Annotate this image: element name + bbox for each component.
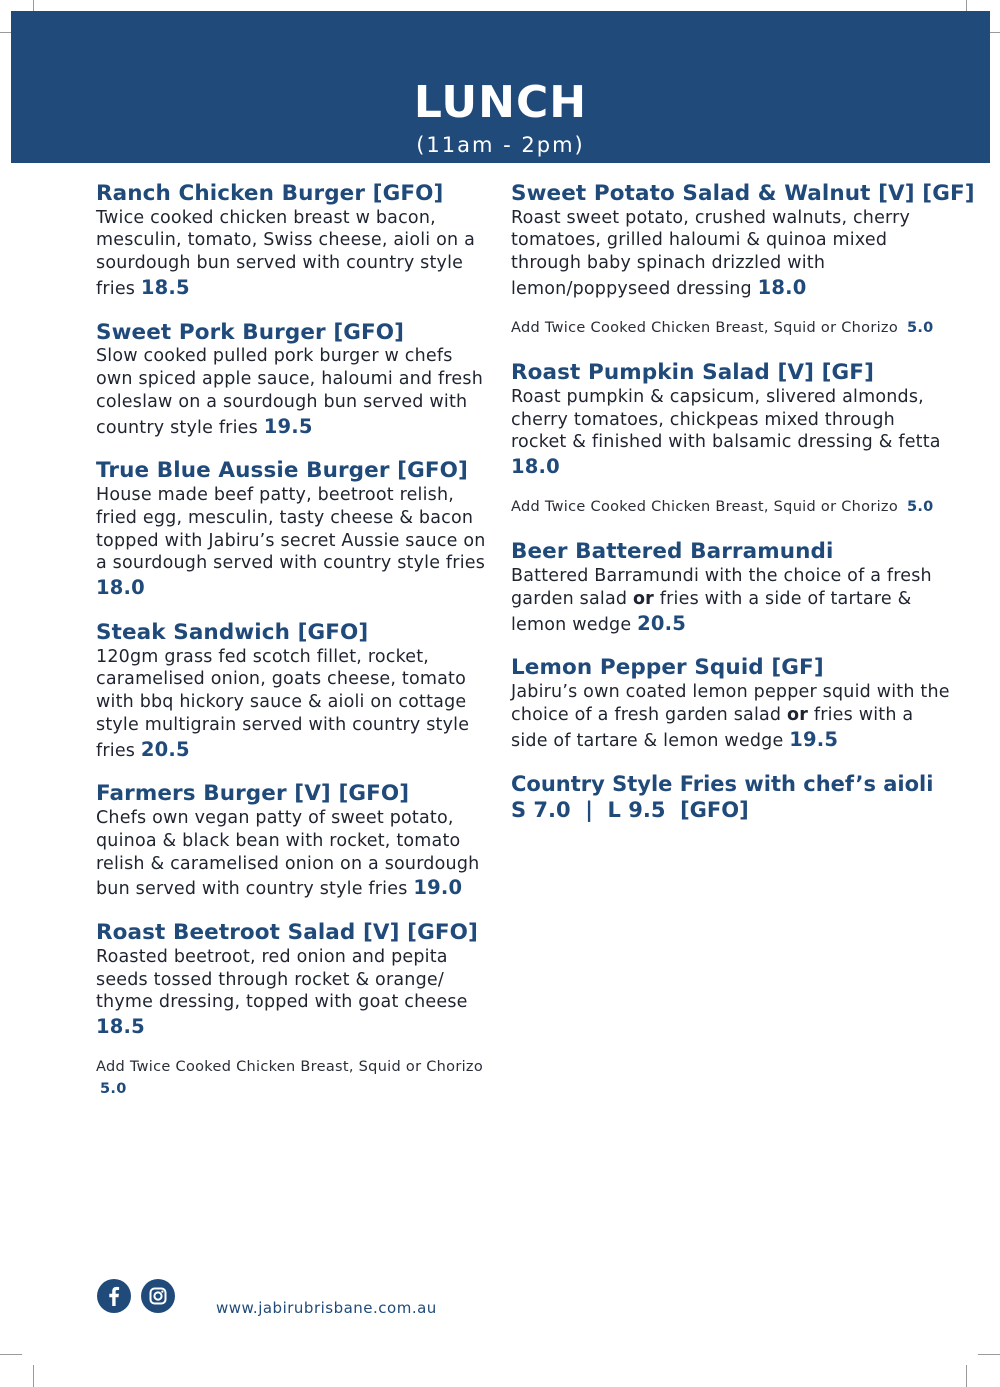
item-description: 120gm grass fed scotch fillet, rocket, caramelised onion, goats cheese, tomato with bbq hickory sauce & aioli on cottage style multigrain served with country style fries 20.5 bbox=[96, 646, 470, 761]
menu-item bbox=[96, 621, 486, 762]
item-description: Chefs own vegan patty of sweet potato, quinoa & black bean with rocket, tomato relish & caramelised onion on a sourdough bun served with country style fries 19.0 bbox=[96, 808, 480, 900]
item-name: Roast Beetroot Salad [V] [GFO] bbox=[96, 920, 478, 946]
item-price: 18.0 bbox=[757, 275, 807, 299]
menu-item bbox=[96, 459, 486, 600]
add-on-note: Add Twice Cooked Chicken Breast, Squid or Chorizo 5.0 bbox=[96, 1058, 484, 1098]
item-description: Slow cooked pulled pork burger w chefs own spiced apple sauce, haloumi and fresh coleslaw on a sourdough bun served with country style fries 19.5 bbox=[96, 346, 483, 438]
item-description: House made beef patty, beetroot relish, fried egg, mesculin, tasty cheese & bacon topped with Jabiru’s secret Aussie sauce on a sourdough served with country style fries 18.0 bbox=[96, 485, 486, 600]
menu-hours: (11am - 2pm) bbox=[416, 133, 585, 157]
item-description: Jabiru’s own coated lemon pepper squid with the choice of a fresh garden salad or fries with a side of tartare & lemon wedge 19.5 bbox=[511, 682, 950, 751]
item-description: Roast sweet potato, crushed walnuts, cherry tomatoes, grilled haloumi & quinoa mixed through baby spinach drizzled with lemon/poppyseed dressing 18.0 bbox=[511, 207, 911, 299]
or-word: or bbox=[632, 588, 655, 609]
item-price: 20.5 bbox=[140, 737, 190, 761]
crop-mark bbox=[33, 1365, 34, 1387]
crop-mark bbox=[978, 1354, 1000, 1355]
facebook-icon[interactable] bbox=[97, 1279, 131, 1313]
menu-title: LUNCH bbox=[413, 77, 588, 128]
item-description: Twice cooked chicken breast w bacon, mesculin, tomato, Swiss cheese, aioli on a sourdough bun served with country style fries 18.5 bbox=[96, 207, 476, 299]
menu-item bbox=[511, 361, 951, 480]
left-column bbox=[96, 182, 486, 1123]
menu-header bbox=[11, 11, 990, 163]
menu-item bbox=[511, 540, 951, 636]
add-on-price: 5.0 bbox=[100, 1081, 127, 1098]
item-name: Country Style Fries with chef’s aioli bbox=[511, 772, 934, 797]
item-description: Roast pumpkin & capsicum, slivered almonds, cherry tomatoes, chickpeas mixed through rocket & finished with balsamic dressing & fetta 18.0 bbox=[511, 386, 941, 479]
item-price: 18.0 bbox=[96, 576, 145, 600]
menu-item bbox=[511, 656, 951, 752]
menu-item bbox=[511, 181, 975, 301]
item-price: 20.5 bbox=[637, 611, 686, 635]
item-price: 19.5 bbox=[789, 727, 839, 751]
item-name: Sweet Potato Salad & Walnut [V] [GF] bbox=[511, 181, 975, 206]
menu-item bbox=[96, 782, 486, 901]
item-name: Ranch Chicken Burger [GFO] bbox=[96, 181, 444, 206]
add-on-note: Add Twice Cooked Chicken Breast, Squid or Chorizo 5.0 bbox=[511, 498, 934, 515]
add-on-price: 5.0 bbox=[906, 319, 934, 336]
item-price: 19.0 bbox=[413, 876, 463, 900]
website-link[interactable]: www.jabirubrisbane.com.au bbox=[216, 1299, 437, 1317]
or-word: or bbox=[787, 704, 809, 725]
item-price: 18.5 bbox=[96, 1015, 145, 1039]
item-sizes: S 7.0 | L 9.5 [GFO] bbox=[511, 797, 749, 822]
item-name: Sweet Pork Burger [GFO] bbox=[96, 319, 405, 345]
right-column bbox=[511, 181, 975, 844]
crop-mark bbox=[966, 1365, 967, 1387]
item-name: True Blue Aussie Burger [GFO] bbox=[96, 458, 468, 484]
item-name: Roast Pumpkin Salad [V] [GF] bbox=[511, 360, 875, 386]
add-on-note: Add Twice Cooked Chicken Breast, Squid or Chorizo 5.0 bbox=[511, 319, 934, 336]
item-price: 18.5 bbox=[140, 275, 190, 299]
item-name: Lemon Pepper Squid [GF] bbox=[511, 655, 824, 681]
crop-mark bbox=[0, 1354, 22, 1355]
menu-item bbox=[96, 182, 486, 301]
add-on-price: 5.0 bbox=[906, 498, 934, 515]
item-name: Farmers Burger [V] [GFO] bbox=[96, 781, 410, 807]
item-price: 18.0 bbox=[511, 455, 560, 479]
item-name: Beer Battered Barramundi bbox=[511, 539, 834, 565]
menu-item bbox=[96, 921, 486, 1040]
item-description: Battered Barramundi with the choice of a fresh garden salad or fries with a side of tartare & lemon wedge 20.5 bbox=[511, 566, 932, 635]
item-name: Steak Sandwich [GFO] bbox=[96, 619, 369, 645]
menu-item bbox=[96, 321, 486, 440]
instagram-icon[interactable] bbox=[141, 1279, 175, 1313]
menu-item bbox=[511, 772, 951, 823]
item-description: Roasted beetroot, red onion and pepita seeds tossed through rocket & orange/ thyme dressing, topped with goat cheese 18.5 bbox=[96, 946, 468, 1039]
item-price: 19.5 bbox=[263, 414, 313, 438]
